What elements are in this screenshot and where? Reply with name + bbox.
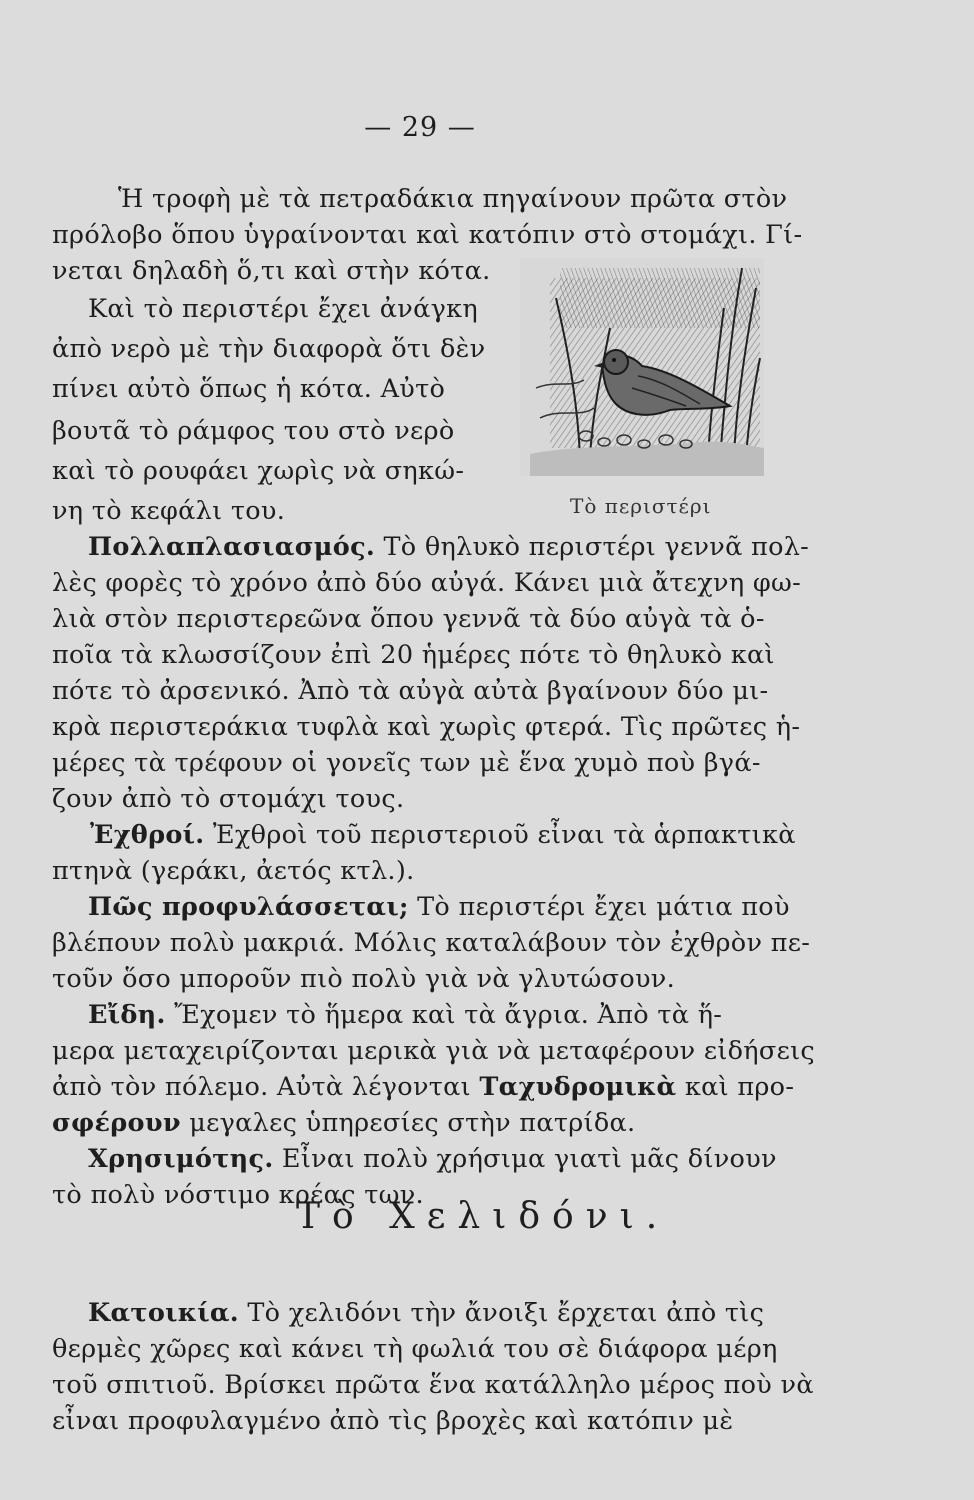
text-run: ἀπὸ τὸν πόλεμο. Αὐτὰ λέγονται: [52, 1072, 480, 1102]
text-line: πρόλοβο ὅπου ὑγραίνονται καὶ κατόπιν στὸ στομάχι. Γί-: [52, 220, 803, 250]
text-run: καὶ προ-: [676, 1072, 795, 1102]
text-run: Ἐχθροὶ τοῦ περιστεριοῦ εἶναι τὰ ἁρπακτικὰ: [204, 820, 796, 850]
section-title-swallow: Τὸ Χελιδόνι.: [296, 1196, 670, 1237]
text-line: τὸ πολὺ νόστιμο κρέας των.: [52, 1180, 424, 1210]
text-line: [90, 818, 796, 852]
text-line: πτηνὰ (γεράκι, ἀετός κτλ.).: [52, 856, 415, 886]
text-line: [52, 1106, 635, 1140]
text-line: βλέπουν πολὺ μακριά. Μόλις καταλάβουν τὸν ἐχθρὸν πε-: [52, 928, 811, 958]
text-line: [88, 1296, 764, 1330]
text-run: Τὸ περιστέρι ἔχει μάτια ποὺ: [408, 892, 790, 922]
text-line: [88, 998, 722, 1032]
text-line: τοῦν ὅσο μποροῦν πιὸ πολὺ γιὰ νὰ γλυτώσουν.: [52, 964, 675, 994]
text-line: μερα μεταχειρίζονται μερικὰ γιὰ νὰ μεταφέρουν εἰδήσεις: [52, 1036, 815, 1066]
term-carrier-pigeons: Ταχυδρομικὰ: [479, 1072, 677, 1102]
pigeon-illustration: [520, 258, 764, 476]
text-line: πίνει αὐτὸ ὅπως ἡ κότα. Αὐτὸ: [52, 374, 446, 404]
text-line: πότε τὸ ἀρσενικό. Ἀπὸ τὰ αὐγὰ αὐτὰ βγαίνουν δύο μι-: [52, 676, 769, 706]
subheading-enemies: Ἐχθροί.: [90, 820, 205, 850]
text-run: Τὸ χελιδόνι τὴν ἄνοιξι ἔρχεται ἀπὸ τὶς: [238, 1298, 765, 1328]
text-line: θερμὲς χῶρες καὶ κάνει τὴ φωλιά του σὲ διάφορα μέρη: [52, 1334, 778, 1364]
figure-caption: Τὸ περιστέρι: [570, 494, 712, 518]
page-number: — 29 —: [364, 112, 476, 143]
subheading-protection: Πῶς προφυλάσσεται;: [88, 892, 409, 922]
text-line: [88, 530, 809, 564]
text-line: λιὰ στὸν περιστερεῶνα ὅπου γεννᾶ τὰ δύο αὐγὰ τὰ ὁ-: [52, 604, 765, 634]
text-run: Εἶναι πολὺ χρήσιμα γιατὶ μᾶς δίνουν: [273, 1144, 777, 1174]
text-line: [52, 1070, 794, 1104]
text-line: κρὰ περιστεράκια τυφλὰ καὶ χωρὶς φτερά. Τὶς πρῶτες ἡ-: [52, 712, 801, 742]
text-run: μεγαλες ὑπηρεσίες στὴν πατρίδα.: [180, 1108, 636, 1138]
text-line: βουτᾶ τὸ ράμφος του στὸ νερὸ: [52, 416, 455, 446]
text-line: καὶ τὸ ρουφάει χωρὶς νὰ σηκώ-: [52, 456, 465, 486]
text-line: εἶναι προφυλαγμένο ἀπὸ τὶς βροχὲς καὶ κατόπιν μὲ: [52, 1406, 734, 1436]
subheading-reproduction: Πολλαπλασιασμός.: [88, 532, 376, 562]
text-run: Τὸ θηλυκὸ περιστέρι γεννᾶ πολ-: [375, 532, 810, 562]
text-run: Ἔχομεν τὸ ἥμερα καὶ τὰ ἄγρια. Ἀπὸ τὰ ἥ-: [165, 1000, 723, 1030]
subheading-kinds: Εἴδη.: [88, 1000, 166, 1030]
text-line: Ἡ τροφὴ μὲ τὰ πετραδάκια πηγαίνουν πρῶτα στὸν: [118, 184, 788, 214]
pigeon-drawing: [520, 258, 764, 476]
text-line: τοῦ σπιτιοῦ. Βρίσκει πρῶτα ἕνα κατάλληλο μέρος ποὺ νὰ: [52, 1370, 814, 1400]
text-run-bold: σφέρουν: [52, 1108, 181, 1138]
text-line: [88, 1142, 777, 1176]
text-line: ἀπὸ νερὸ μὲ τὴν διαφορὰ ὅτι δὲν: [52, 334, 486, 364]
text-line: [88, 890, 790, 924]
subheading-habitat: Κατοικία.: [88, 1298, 239, 1328]
text-line: μέρες τὰ τρέφουν οἱ γονεῖς των μὲ ἕνα χυμὸ ποὺ βγά-: [52, 748, 761, 778]
text-line: νεται δηλαδὴ ὅ,τι καὶ στὴν κότα.: [52, 256, 491, 286]
subheading-usefulness: Χρησιμότης.: [88, 1144, 274, 1174]
text-line: ζουν ἀπὸ τὸ στομάχι τους.: [52, 784, 405, 814]
text-line: νη τὸ κεφάλι του.: [52, 496, 286, 526]
text-line: ποῖα τὰ κλωσσίζουν ἐπὶ 20 ἡμέρες πότε τὸ θηλυκὸ καὶ: [52, 640, 775, 670]
text-line: Καὶ τὸ περιστέρι ἔχει ἀνάγκη: [88, 294, 478, 324]
text-line: λὲς φορὲς τὸ χρόνο ἀπὸ δύο αὐγά. Κάνει μιὰ ἄτεχνη φω-: [52, 568, 801, 598]
